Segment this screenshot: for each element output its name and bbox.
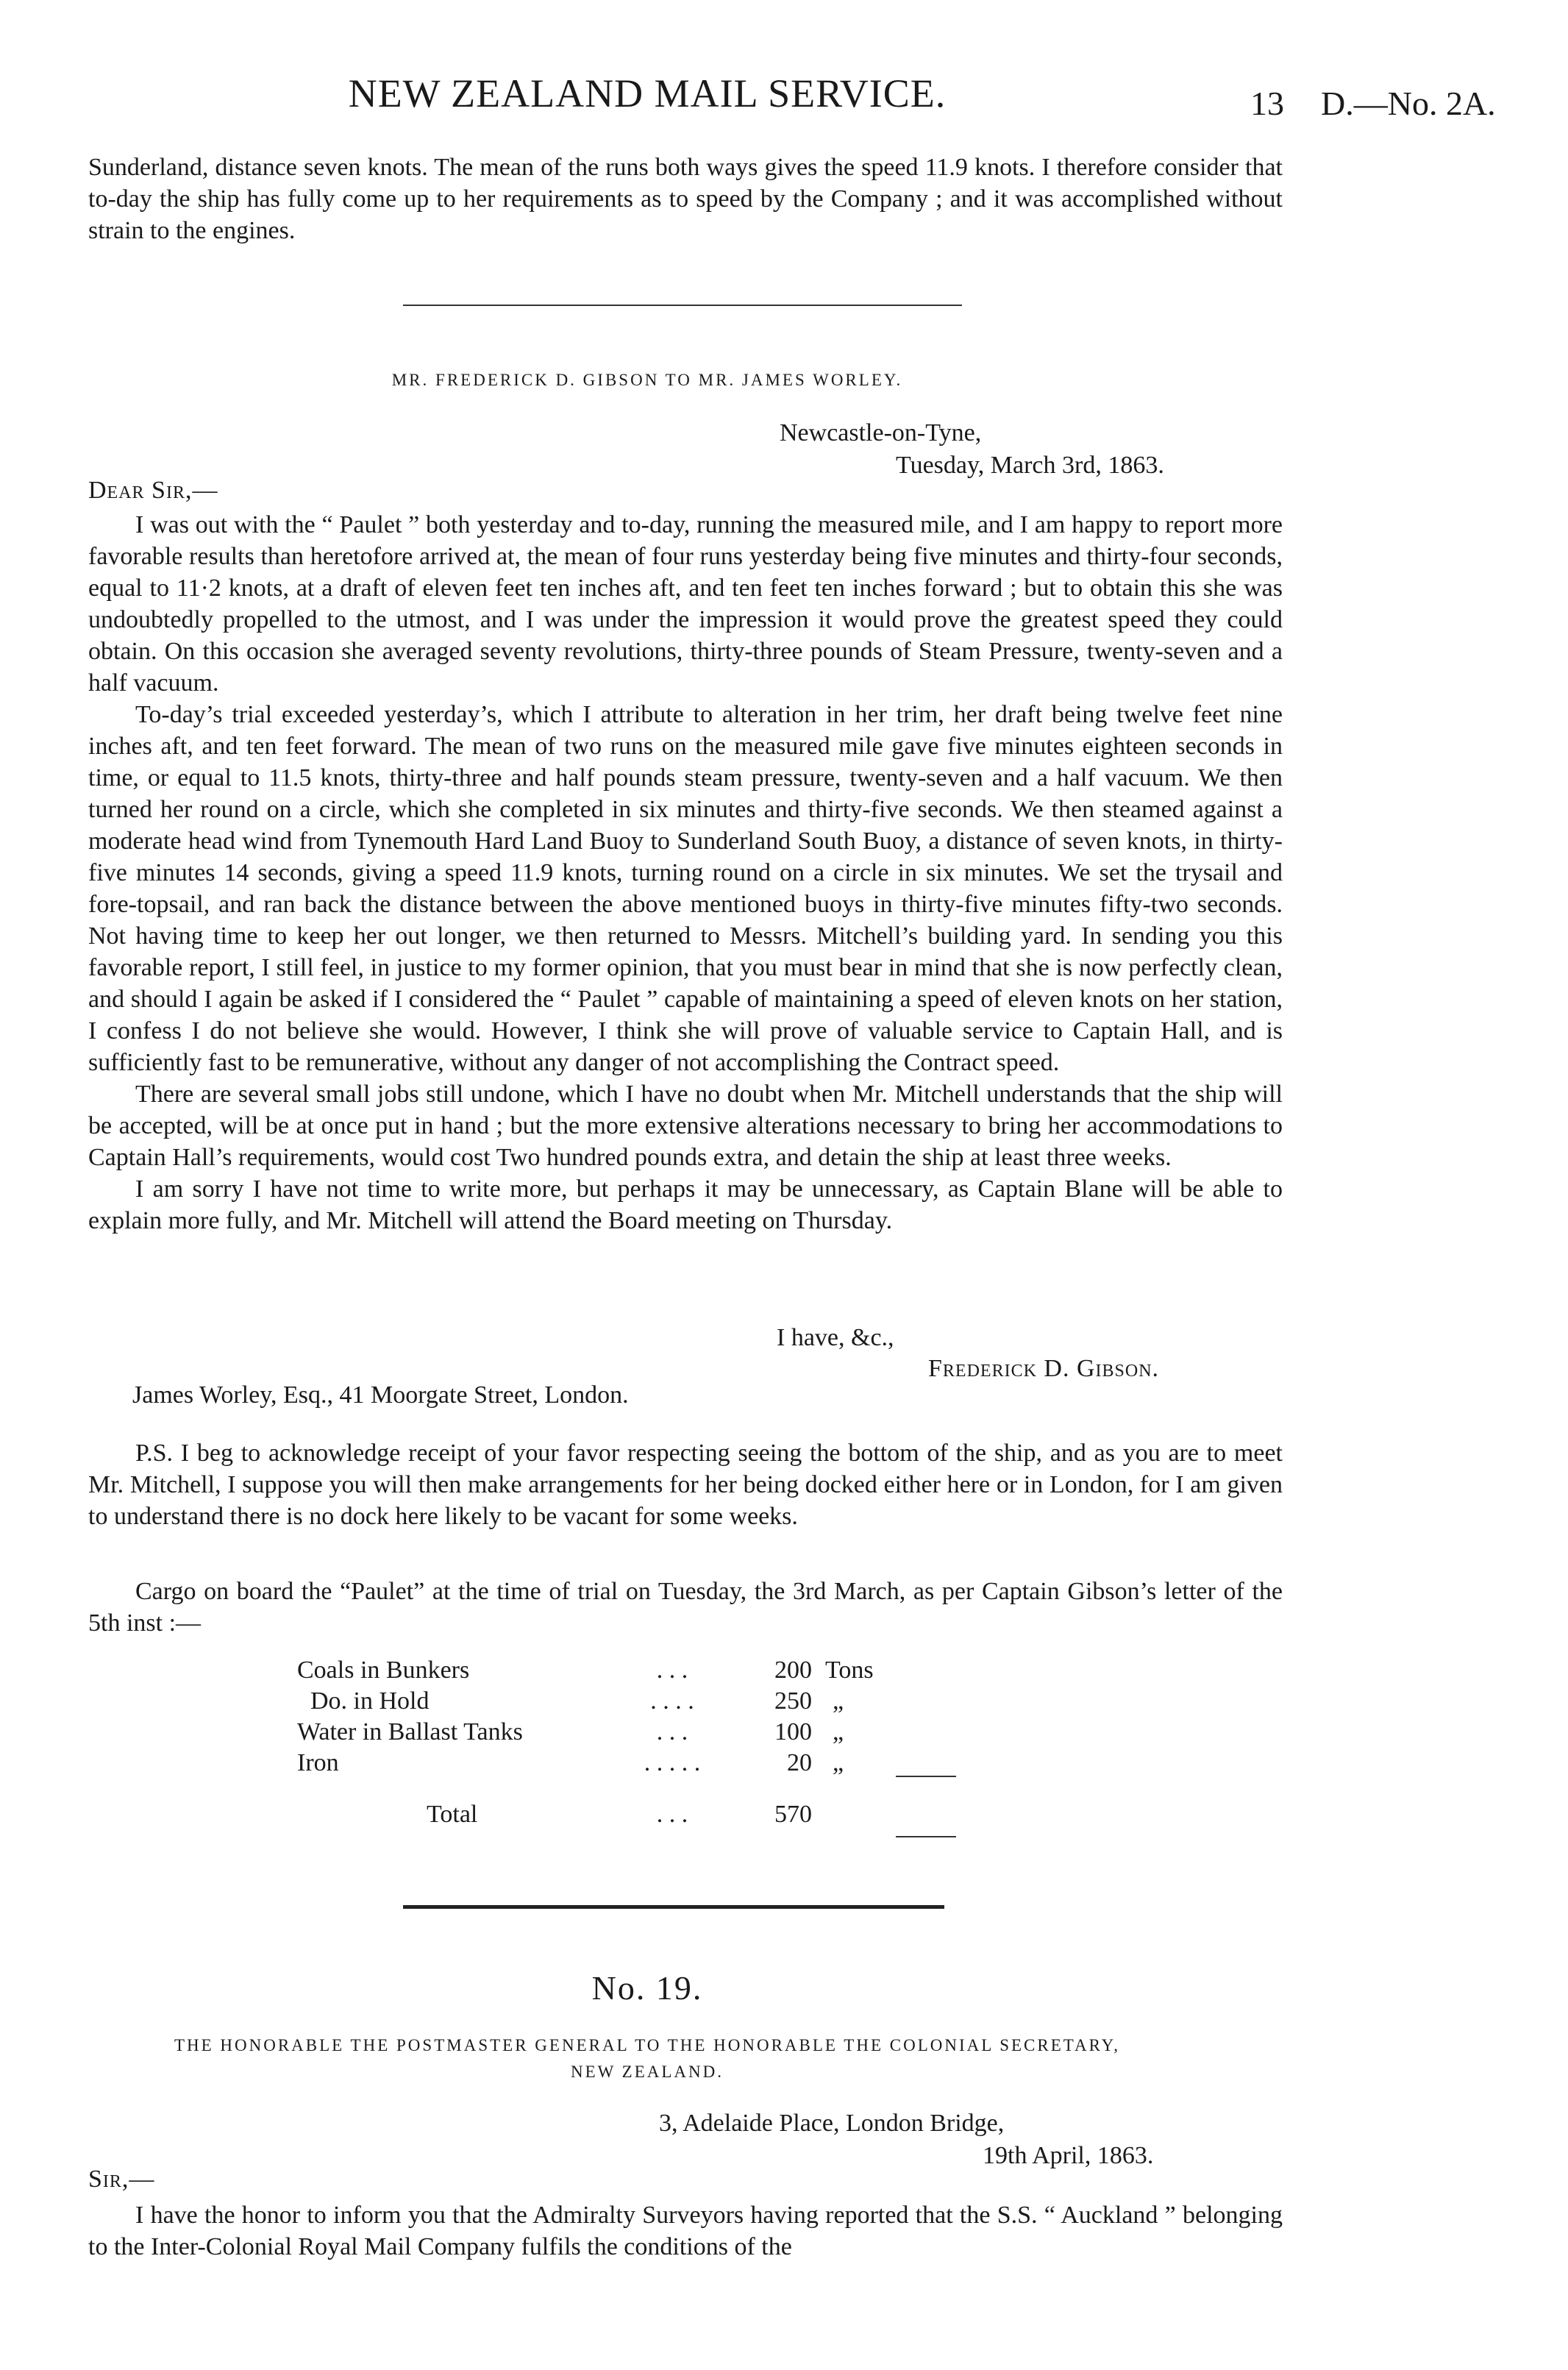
letter1-closing: I have, &c., [777,1324,894,1351]
letter-number: No. 19. [591,1969,703,2007]
letter1-paragraph: There are several small jobs still undone, which I have no doubt when Mr. Mitchell understands that the ship will be accepted, will be at once put in hand ; but the more extensive alterations necessary to bring her accommodations to Captain Hall’s requirements, would cost Two hundred pounds extra, and detain the ship at least three weeks. [88,1081,1283,1171]
cargo-unit: „ [833,1687,844,1715]
letter1-paragraph: I was out with the “ Paulet ” both yesterday and to-day, running the measured mile, and I am happy to report more favorable results than heretofore arrived at, the mean of four runs yesterday being five minutes and thirty-four seconds, equal to 11·2 knots, at a draft of eleven feet ten inches aft, and ten feet ten inches forward ; but to obtain this she was undoubtedly propelled to the utmost, and I was under the impression it would prove the greatest speed they could obtain. On this occasion she averaged seventy revolutions, thirty-three pounds of Steam Pressure, twenty-seven and a half vacuum. [88,511,1283,697]
cargo-total-label: Total [427,1801,478,1828]
sum-rule [896,1776,956,1777]
section-divider [403,305,962,306]
cargo-unit: Tons [825,1656,874,1684]
cargo-qty: 100 [774,1718,812,1746]
letter1-signature: Frederick D. Gibson. [928,1355,1160,1382]
leader-dots: . . . [656,1656,688,1684]
letter1-addressee: James Worley, Esq., 41 Moorgate Street, London. [132,1381,629,1409]
leader-dots: . . . [656,1801,688,1828]
table-row [297,1654,921,1684]
postscript: P.S. I beg to acknowledge receipt of your favor respecting seeing the bottom of the ship, and as you are to meet Mr. Mitchell, I suppose you will then make arrangements for her being docked either here or in London, for I am given to understand there is no dock here likely to be vacant for some weeks. [88,1440,1283,1530]
letter1-place: Newcastle-on-Tyne, [780,419,982,446]
cargo-unit: „ [833,1749,844,1776]
letter1-salutation: Dear Sir,— [88,477,218,504]
total-rule [896,1836,956,1837]
letter2-date: 19th April, 1863. [983,2142,1154,2169]
letter1-body [88,509,1283,1236]
table-row [297,1715,921,1746]
table-row-total [297,1798,921,1829]
cargo-table [297,1654,921,1829]
cargo-intro-block [88,1576,1283,1639]
cargo-intro: Cargo on board the “Paulet” at the time of trial on Tuesday, the 3rd March, as per Captain Gibson’s letter of the 5th inst :— [88,1578,1283,1637]
table-row [297,1684,921,1715]
cargo-item: Do. in Hold [310,1687,430,1715]
page-number: 13 [1250,85,1284,122]
leader-dots: . . . . [650,1687,694,1715]
document-reference: D.—No. 2A. [1321,85,1496,122]
intro-paragraph-block [88,152,1283,246]
cargo-qty: 20 [787,1749,812,1776]
leader-dots: . . . [656,1718,688,1746]
cargo-total-qty: 570 [774,1801,812,1828]
postscript-block [88,1437,1283,1532]
section-divider-thick [403,1905,944,1909]
table-row [297,1746,921,1777]
letter1-date: Tuesday, March 3rd, 1863. [896,452,1164,479]
cargo-qty: 200 [774,1656,812,1684]
letter2-heading-line2: NEW ZEALAND. [570,2063,724,2081]
letter1-paragraph: To-day’s trial exceeded yesterday’s, which I attribute to alteration in her trim, her draft being twelve feet nine inches aft, and ten feet forward. The mean of two runs on the measured mile gave five minutes eighteen seconds in time, or equal to 11.5 knots, thirty-three and half pounds steam pressure, twenty-seven and a half vacuum. We then turned her round on a circle, which she completed in six minutes and thirty-five seconds. We then steamed against a moderate head wind from Tynemouth Hard Land Buoy to Sunderland South Buoy, a distance of seven knots, in thirty-five minutes 14 seconds, giving a speed 11.9 knots, turning round on a circle in six minutes. We set the trysail and fore-topsail, and ran back the distance between the above mentioned buoys in thirty-five minutes fifty-two seconds. Not having time to keep her out longer, we then returned to Messrs. Mitchell’s building yard. In sending you this favorable report, I still feel, in justice to my former opinion, that you must bear in mind that she is now perfectly clean, and should I again be asked if I considered the “ Paulet ” capable of maintaining a speed of eleven knots on her station, I confess I do not believe she would. However, I think she will prove of valuable service to Captain Hall, and is sufficiently fast to be remunerative, without any danger of not accomplishing the Contract speed. [88,701,1283,1076]
table-row-spacer [297,1777,921,1798]
letter2-paragraph: I have the honor to inform you that the Admiralty Surveyors having reported that the S.S. “ Auckland ” belonging to the Inter-Colonial Royal Mail Company fulfils the conditions of the [88,2202,1283,2260]
cargo-item: Coals in Bunkers [297,1656,470,1684]
cargo-qty: 250 [774,1687,812,1715]
cargo-unit: „ [833,1718,844,1746]
letter2-place: 3, Adelaide Place, London Bridge, [659,2110,1005,2137]
letter2-salutation: Sir,— [88,2166,155,2193]
letter1-heading: MR. FREDERICK D. GIBSON TO MR. JAMES WORLEY. [391,371,903,389]
letter2-body [88,2199,1283,2263]
cargo-item: Water in Ballast Tanks [297,1718,523,1746]
leader-dots: . . . . . [644,1749,701,1776]
letter2-heading: THE HONORABLE THE POSTMASTER GENERAL TO THE HONORABLE THE COLONIAL SECRETARY, [174,2036,1121,2054]
letter1-paragraph: I am sorry I have not time to write more, but perhaps it may be unnecessary, as Captain Blane will be able to explain more fully, and Mr. Mitchell will attend the Board meeting on Thursday. [88,1175,1283,1234]
intro-paragraph: Sunderland, distance seven knots. The mean of the runs both ways gives the speed 11.9 knots. I therefore consider that to-day the ship has fully come up to her requirements as to speed by the Company ; and it was accomplished without strain to the engines. [88,154,1283,244]
running-header-title: NEW ZEALAND MAIL SERVICE. [348,71,947,115]
cargo-item: Iron [297,1749,339,1776]
